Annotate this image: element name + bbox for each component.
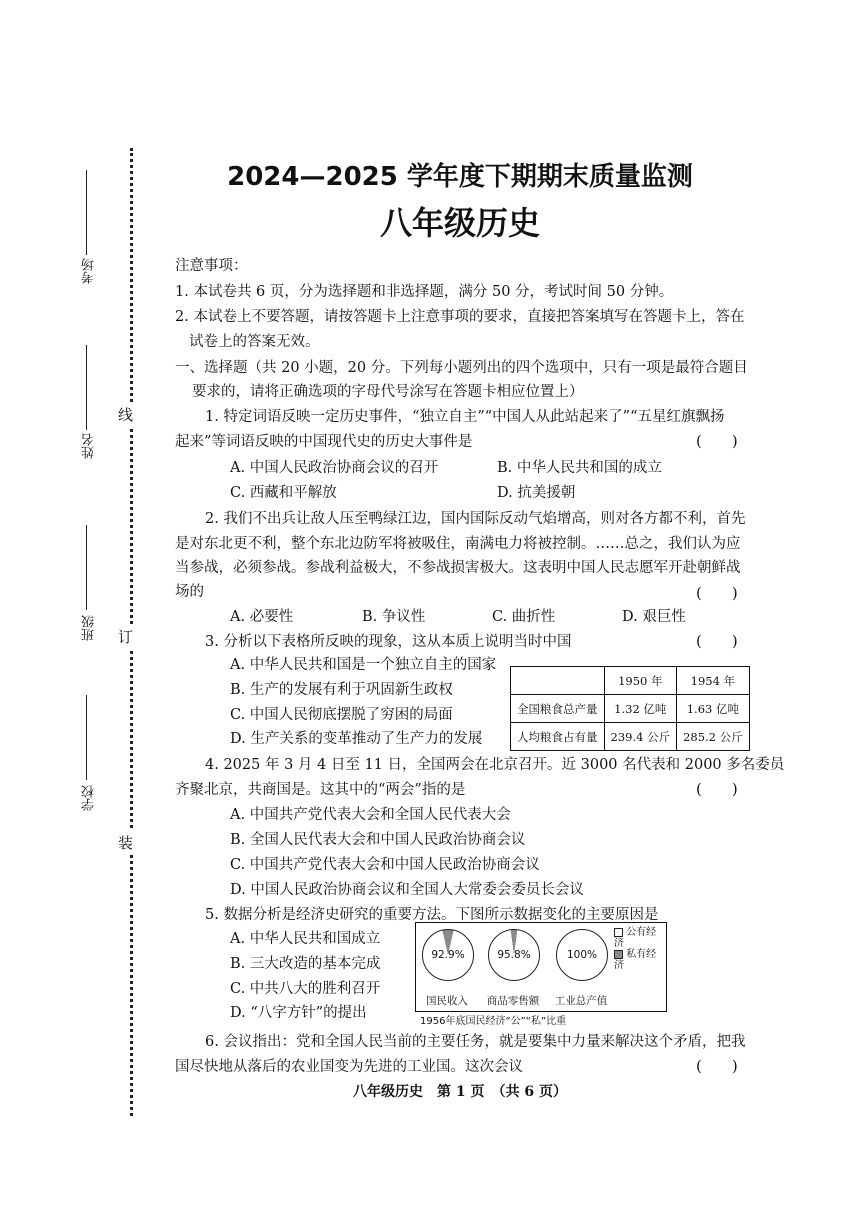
cut-mark-ding: 订 <box>118 624 133 649</box>
question-4-option-b: B. 全国人民代表大会和中国人民政治协商会议 <box>230 832 526 848</box>
question-1-option-c: C. 西藏和平解放 <box>230 485 337 501</box>
question-5-option-b: B. 三大改造的基本完成 <box>230 956 381 972</box>
question-1-stem: 1. 特定词语反映一定历史事件，“独立自主”“中国人从此站起来了”“五星红旗飘扬 <box>205 409 725 425</box>
pie-chart-figure <box>415 922 667 1012</box>
school-label: 学校 <box>82 785 97 811</box>
table-row <box>511 695 750 723</box>
question-3-option-c: C. 中国人民彻底摆脱了穷困的局面 <box>230 707 453 723</box>
notes-heading: 注意事项： <box>175 258 248 274</box>
section-heading-cont: 要求的，请将正确选项的字母代号涂写在答题卡相应位置上） <box>192 384 584 400</box>
question-3-option-d: D. 生产关系的变革推动了生产力的发展 <box>230 731 483 747</box>
pie-category-label: 工业总产值 <box>554 995 608 1007</box>
pie-2 <box>488 929 540 981</box>
cut-mark-zhuang: 装 <box>118 830 133 855</box>
question-2-stem-3: 当参战，必须参战。参战利益极大，不参战损害极大。这表明中国人民志愿军开赴朝鲜战 <box>175 560 741 576</box>
question-2-stem-2: 是对东北更不利，整个东北边防军将被吸住，南满电力将被控制。……总之，我们认为应 <box>175 536 741 552</box>
name-label: 姓名 <box>82 433 97 459</box>
question-2-stem-4: 场的 <box>175 584 204 600</box>
pie-3 <box>556 929 608 981</box>
question-6-stem: 6. 会议指出：党和全国人民当前的主要任务，就是要集中力量来解决这个矛盾，把我 <box>205 1034 746 1050</box>
question-6-answer-blank: ( ) <box>696 1057 738 1075</box>
table-cell: 285.2 公斤 <box>677 723 750 751</box>
legend-swatch-private <box>614 950 623 959</box>
legend-entry-public <box>614 927 666 949</box>
class-line <box>86 525 87 610</box>
note-item-1: 1. 本试卷共 6 页，分为选择题和非选择题，满分 50 分，考试时间 50 分钟。 <box>175 284 674 300</box>
note-item-2-cont: 试卷上的答案无效。 <box>189 334 320 350</box>
legend-label-public: 公有经济 <box>614 927 657 949</box>
question-2-answer-blank: ( ) <box>696 584 738 602</box>
question-4-option-a: A. 中国共产党代表大会和全国人民代表大会 <box>230 807 511 823</box>
question-2-option-b: B. 争议性 <box>362 609 426 625</box>
chart-legend <box>614 927 666 971</box>
grain-table <box>510 666 750 751</box>
section-heading: 一、选择题（共 20 小题，20 分。下列每小题列出的四个选项中，只有一项是最符合题目 <box>175 360 748 376</box>
table-cell: 239.4 公斤 <box>604 723 677 751</box>
question-5-option-d: D. “八字方针”的提出 <box>230 1005 367 1021</box>
table-row <box>511 723 750 751</box>
table-header-1950: 1950 年 <box>604 667 677 695</box>
question-1-stem-cont: 起来”等词语反映的中国现代史的历史大事件是 <box>175 434 473 450</box>
question-3-option-b: B. 生产的发展有利于巩固新生政权 <box>230 682 453 698</box>
question-4-stem-cont: 齐聚北京，共商国是。这其中的“两会”指的是 <box>175 782 466 798</box>
question-6-stem-cont: 国尽快地从落后的农业国变为先进的工业国。这次会议 <box>175 1059 523 1075</box>
pie-category-label: 商品零售额 <box>486 995 540 1007</box>
table-cell: 1.32 亿吨 <box>604 695 677 723</box>
table-row-label: 人均粮食占有量 <box>511 723 605 751</box>
legend-swatch-public <box>614 928 623 937</box>
question-1-option-a: A. 中国人民政治协商会议的召开 <box>230 460 439 476</box>
table-header-1954: 1954 年 <box>677 667 750 695</box>
table-cell: 1.63 亿吨 <box>677 695 750 723</box>
chart-caption: 1956年底国民经济“公”“私”比重 <box>420 1016 567 1027</box>
question-2-option-c: C. 曲折性 <box>492 609 556 625</box>
question-3-stem: 3. 分析以下表格所反映的现象，这从本质上说明当时中国 <box>205 634 572 650</box>
subject-title: 八年级历史 <box>379 204 540 242</box>
pie-value-label: 100% <box>566 949 598 961</box>
page-footer: 八年级历史 第 1 页 （共 6 页） <box>353 1084 567 1100</box>
pie-1 <box>422 929 474 981</box>
pie-value-label: 92.9% <box>431 949 465 961</box>
question-5-option-c: C. 中共八大的胜利召开 <box>230 981 381 997</box>
table-corner-cell <box>511 667 605 695</box>
table-row <box>511 667 750 695</box>
question-2-stem: 2. 我们不出兵让敌人压至鸭绿江边，国内国际反动气焰增高，则对各方都不利，首先 <box>205 511 746 527</box>
exam-room-label: 考场 <box>82 258 97 284</box>
question-1-option-d: D. 抗美援朝 <box>497 485 576 501</box>
question-5-option-a: A. 中华人民共和国成立 <box>230 931 381 947</box>
cut-mark-xian: 线 <box>118 402 133 427</box>
question-4-option-d: D. 中国人民政治协商会议和全国人大常委会委员长会议 <box>230 882 584 898</box>
question-1-option-b: B. 中华人民共和国的成立 <box>497 460 662 476</box>
note-item-2: 2. 本试卷上不要答题，请按答题卡上注意事项的要求，直接把答案填写在答题卡上，答在 <box>175 309 745 325</box>
question-3-option-a: A. 中华人民共和国是一个独立自主的国家 <box>230 657 497 673</box>
school-line <box>86 695 87 780</box>
class-label: 班级 <box>82 615 97 641</box>
question-5-stem: 5. 数据分析是经济史研究的重要方法。下图所示数据变化的主要原因是 <box>205 907 659 923</box>
question-2-option-d: D. 艰巨性 <box>622 609 686 625</box>
question-2-option-a: A. 必要性 <box>230 609 294 625</box>
question-4-stem: 4. 2025 年 3 月 4 日至 11 日，全国两会在北京召开。近 3000 名代表和 2000 多名委员 <box>205 757 785 773</box>
question-1-answer-blank: ( ) <box>696 432 738 450</box>
question-3-answer-blank: ( ) <box>696 632 738 650</box>
question-4-answer-blank: ( ) <box>696 780 738 798</box>
legend-entry-private <box>614 949 666 971</box>
pie-category-label: 国民收入 <box>426 995 468 1007</box>
legend-label-private: 私有经济 <box>614 949 657 971</box>
pie-value-label: 95.8% <box>497 949 531 961</box>
table-row-label: 全国粮食总产量 <box>511 695 605 723</box>
name-line <box>86 345 87 430</box>
exam-title: 2024—2025 学年度下期期末质量监测 <box>227 162 693 192</box>
question-4-option-c: C. 中国共产党代表大会和中国人民政治协商会议 <box>230 857 540 873</box>
